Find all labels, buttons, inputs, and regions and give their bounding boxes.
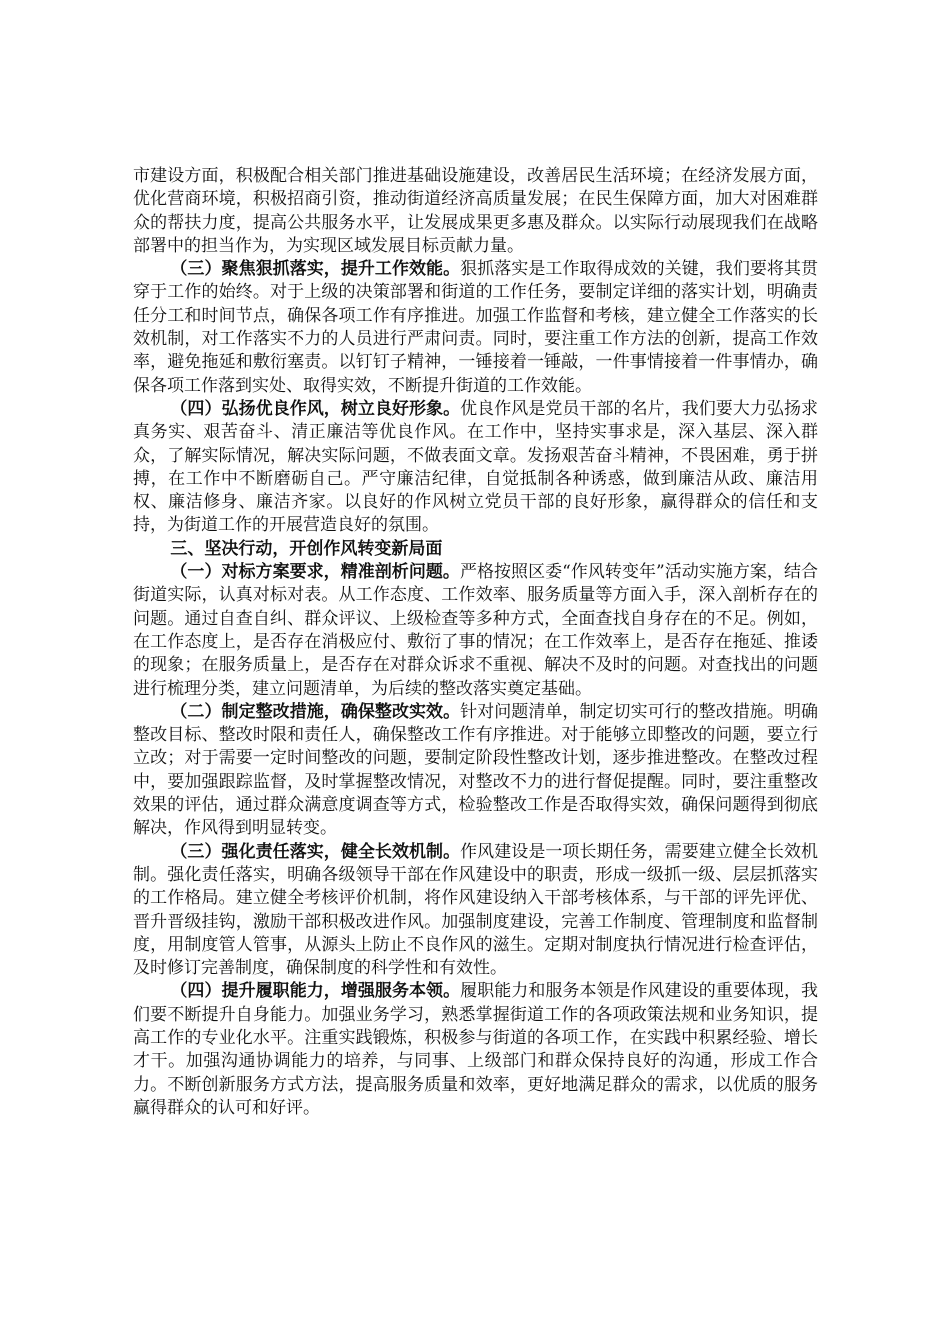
section-heading: 三、坚决行动，开创作风转变新局面 <box>170 538 443 559</box>
paragraph-rectification <box>133 701 818 841</box>
paragraph-continued <box>133 165 818 258</box>
paragraph-lead: （二）制定整改措施，确保整改实效。 <box>170 701 461 722</box>
paragraph-lead: （三）强化责任落实，健全长效机制。 <box>170 841 461 862</box>
document-body <box>133 165 818 1120</box>
paragraph-text: 作风建设是一项长期任务，需要建立健全长效机制。强化责任落实，明确各级领导干部在作风建设中的职责，形成一级抓一级、层层抓落实的工作格局。建立健全考核评价机制，将作风建设纳入干部考核体系，与干部的评先评优、晋升晋级挂钩，激励干部积极改进作风。加强制度建设，完善工作制度、管理制度和监督制度，用制度管人管事，从源头上防止不良作风的滋生。定期对制度执行情况进行检查评估，及时修订完善制度，确保制度的科学性和有效性。 <box>133 841 819 979</box>
paragraph-long-term-mechanism <box>133 841 818 981</box>
paragraph-analyze-problems <box>133 561 818 701</box>
paragraph-text: 市建设方面，积极配合相关部门推进基础设施建设，改善居民生活环境；在经济发展方面，优化营商环境，积极招商引资，推动街道经济高质量发展；在民生保障方面，加大对困难群众的帮扶力度，提高公共服务水平，让发展成果更多惠及群众。以实际行动展现我们在战略部署中的担当作为，为实现区域发展目标贡献力量。 <box>133 166 818 256</box>
paragraph-text: 优良作风是党员干部的名片，我们要大力弘扬求真务实、艰苦奋斗、清正廉洁等优良作风。在工作中，坚持实事求是，深入基层、深入群众，了解实际情况，解决实际问题，不做表面文章。发扬艰苦奋斗精神，不畏困难，勇于拼搏，在工作中不断磨砺自己。严守廉洁纪律，自觉抵制各种诱惑，做到廉洁从政、廉洁用权、廉洁修身、廉洁齐家。以良好的作风树立党员干部的良好形象，赢得群众的信任和支持，为街道工作的开展营造良好的氛围。 <box>133 398 819 536</box>
paragraph-text: 针对问题清单，制定切实可行的整改措施。明确整改目标、整改时限和责任人，确保整改工作有序推进。对于能够立即整改的问题，要立行立改；对于需要一定时间整改的问题，要制定阶段性整改计划，逐步推进整改。在整改过程中，要加强跟踪监督，及时掌握整改情况，对整改不力的进行督促提醒。同时，要注重整改效果的评估，通过群众满意度调查等方式，检验整改工作是否取得实效，确保问题得到彻底解决，作风得到明显转变。 <box>133 701 819 839</box>
paragraph-text: 履职能力和服务本领是作风建设的重要体现，我们要不断提升自身能力。加强业务学习，熟悉掌握街道工作的各项政策法规和业务知识，提高工作的专业化水平。注重实践锻炼，积极参与街道的各项工作，在实践中积累经验、增长才干。加强沟通协调能力的培养，与同事、上级部门和群众保持良好的沟通，形成工作合力。不断创新服务方式方法，提高服务质量和效率，更好地满足群众的需求，以优质的服务赢得群众的认可和好评。 <box>133 981 819 1118</box>
paragraph-lead: （一）对标方案要求，精准剖析问题。 <box>170 562 460 583</box>
paragraph-lead: （四）弘扬优良作风，树立良好形象。 <box>170 398 461 419</box>
paragraph-lead: （四）提升履职能力，增强服务本领。 <box>170 981 461 1002</box>
paragraph-text: 狠抓落实是工作取得成效的关键，我们要将其贯穿于工作的始终。对于上级的决策部署和街道的工作任务，要制定详细的落实计划，明确责任分工和时间节点，确保各项工作有序推进。加强工作监督和考核，建立健全工作落实的长效机制，对工作落实不力的人员进行严肃问责。同时，要注重工作方法的创新，提高工作效率，避免拖延和敷衍塞责。以钉钉子精神，一锤接着一锤敲，一件事情接着一件事情办，确保各项工作落到实处、取得实效，不断提升街道的工作效能。 <box>133 259 819 396</box>
paragraph-text: 严格按照区委“作风转变年”活动实施方案，结合街道实际，认真对标对表。从工作态度、工作效率、服务质量等方面入手，深入剖析存在的问题。通过自查自纠、群众评议、上级检查等多种方式，全面查找自身存在的不足。例如，在工作态度上，是否存在消极应付、敷衍了事的情况；在工作效率上，是否存在拖延、推诿的现象；在服务质量上，是否存在对群众诉求不重视、解决不及时的问题。对查找出的问题进行梳理分类，建立问题清单，为后续的整改落实奠定基础。 <box>133 562 818 699</box>
paragraph-focus-implementation <box>133 258 818 398</box>
paragraph-lead: （三）聚焦狠抓落实，提升工作效能。 <box>170 259 461 280</box>
paragraph-service-ability <box>133 980 818 1120</box>
paragraph-promote-style <box>133 398 818 538</box>
